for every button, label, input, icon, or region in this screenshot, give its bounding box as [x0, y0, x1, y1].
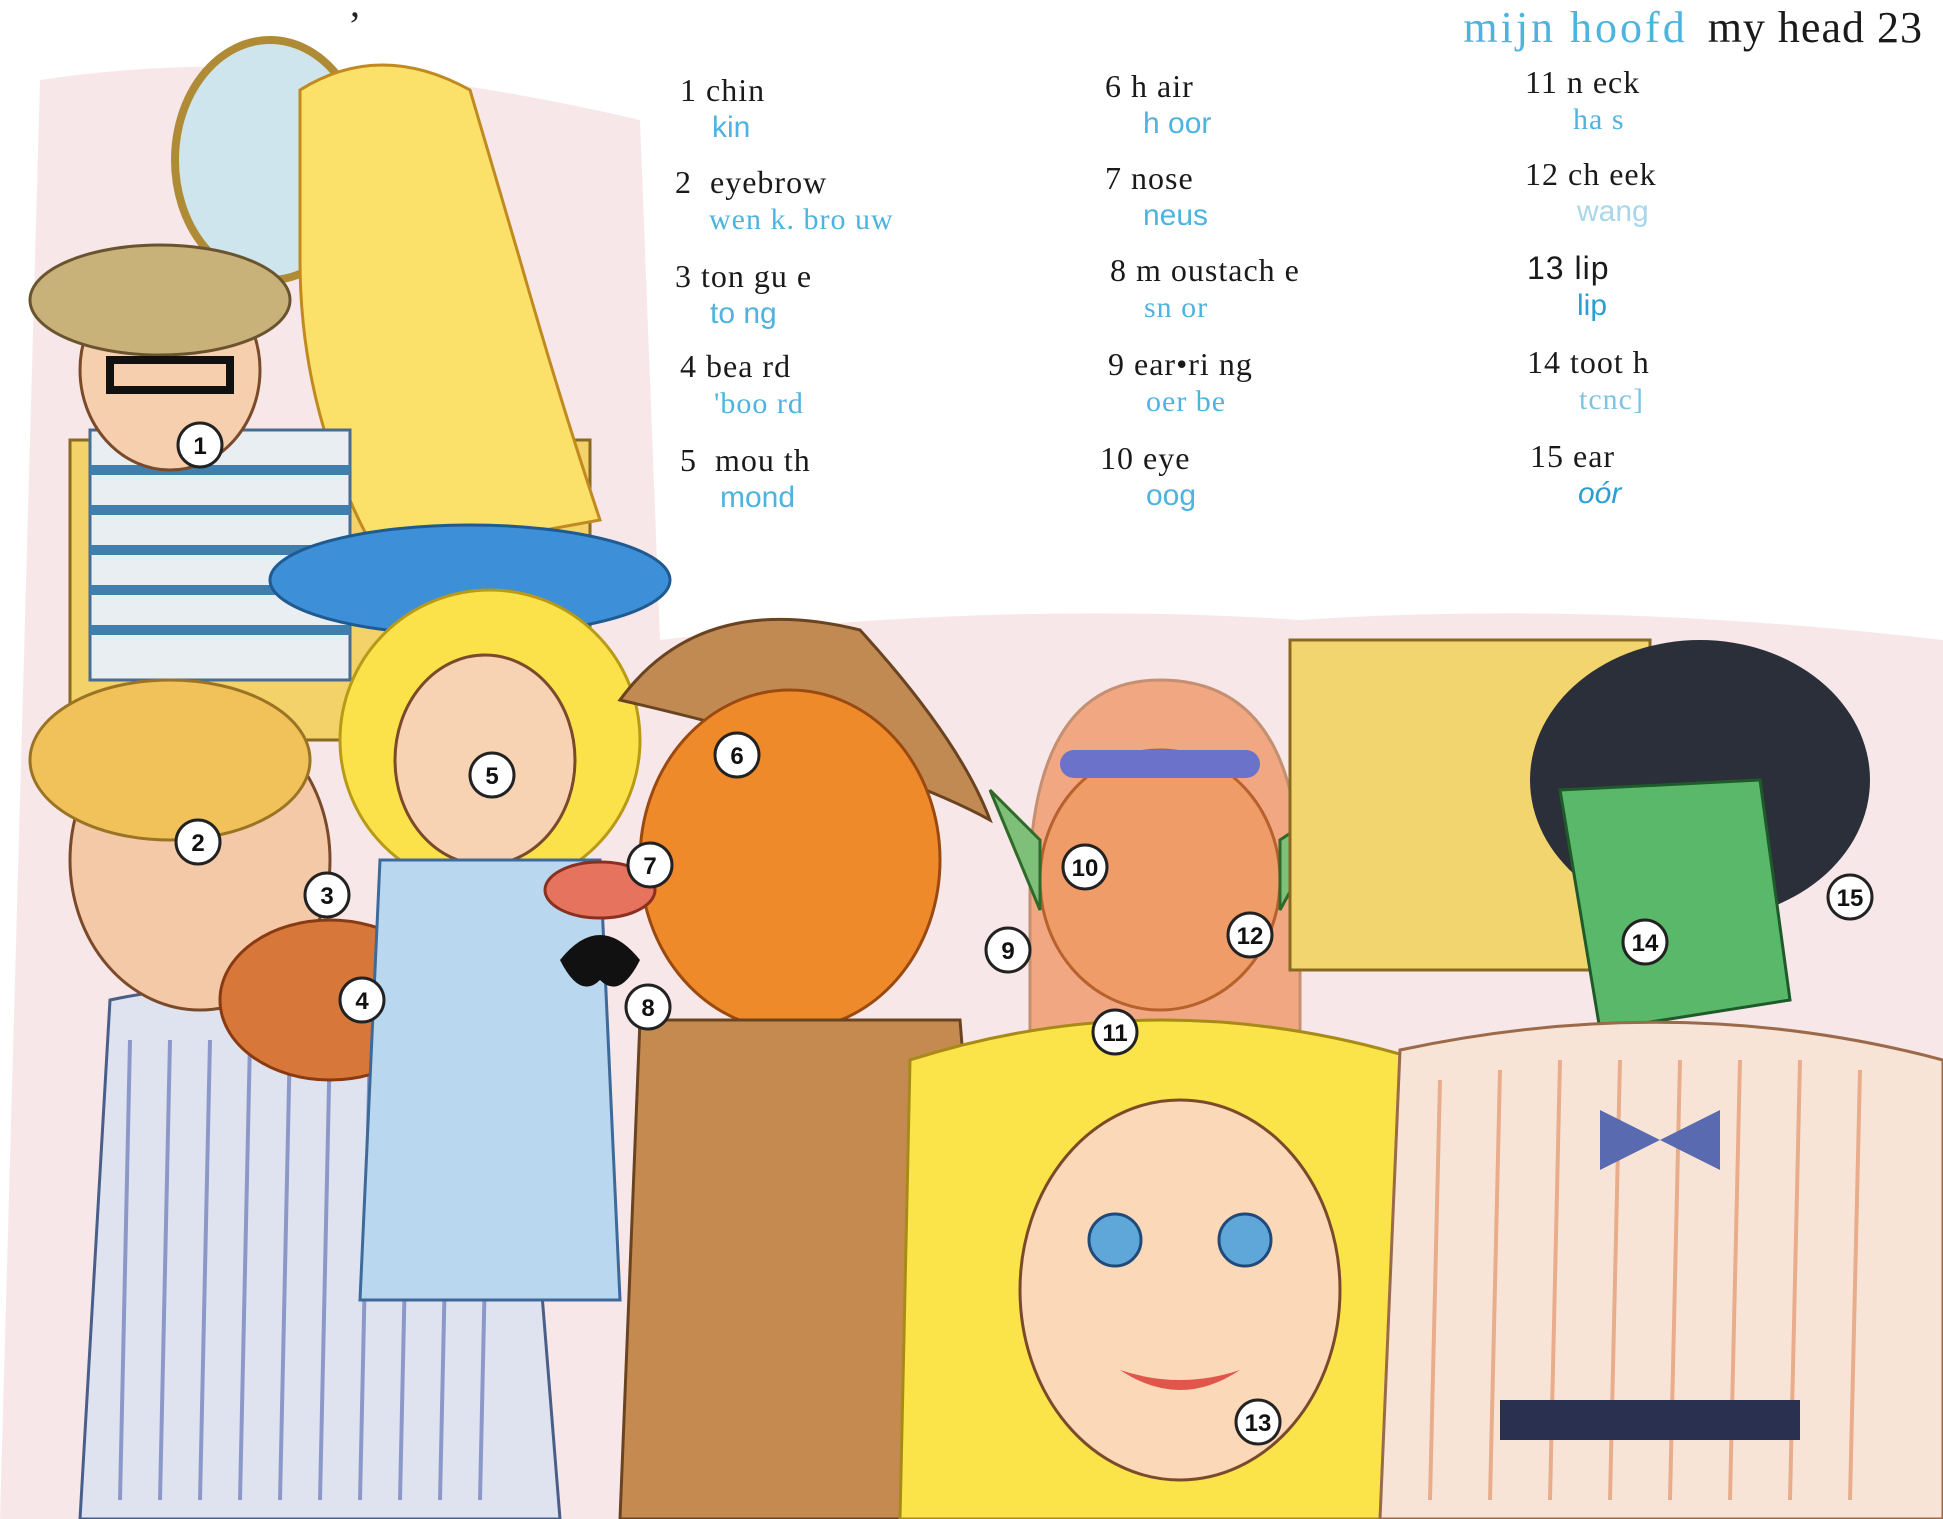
callout-6: [715, 733, 759, 777]
callout-3: [305, 873, 349, 917]
belt: [1500, 1400, 1800, 1440]
vocab-item-7: [1105, 160, 1208, 236]
svg-text:10: 10: [1071, 855, 1099, 882]
vocab-number: 10: [1100, 440, 1134, 476]
callout-11: [1093, 1010, 1137, 1054]
vocab-item-3: [675, 258, 812, 334]
vocab-number: 2: [675, 164, 692, 200]
svg-text:12: 12: [1236, 923, 1264, 950]
blue-dotted-dress: [360, 860, 620, 1300]
vocab-english: eyebrow: [710, 164, 828, 200]
svg-text:11: 11: [1102, 1020, 1128, 1047]
vocab-english: toot h: [1570, 344, 1650, 380]
mask-eye-right: [1219, 1214, 1271, 1266]
title-dutch: mijn hoofd: [1463, 3, 1688, 52]
vocab-english: nose: [1131, 160, 1194, 196]
red-hair: [640, 690, 940, 1030]
vocab-item-15: [1530, 438, 1621, 514]
vocab-number: 11: [1525, 64, 1558, 100]
vocab-item-14: [1527, 344, 1650, 420]
vocab-number: 12: [1525, 156, 1559, 192]
vocab-dutch: oer be: [1146, 385, 1227, 418]
vocab-english: ear: [1573, 438, 1616, 474]
vocab-number: 15: [1530, 438, 1564, 474]
svg-text:15: 15: [1836, 885, 1864, 912]
callout-10: [1063, 845, 1107, 889]
svg-text:6: 6: [730, 743, 744, 770]
svg-text:8: 8: [641, 995, 655, 1022]
vocab-dutch: mond: [720, 481, 796, 514]
vocab-english: n eck: [1566, 64, 1641, 100]
vocab-english: h air: [1131, 68, 1194, 104]
callout-15: [1828, 875, 1872, 919]
svg-text:13: 13: [1244, 1410, 1272, 1437]
svg-text:2: 2: [191, 830, 205, 857]
callout-4: [340, 978, 384, 1022]
callout-7: [628, 843, 672, 887]
svg-text:1: 1: [193, 433, 207, 460]
vocab-item-6: [1105, 68, 1211, 144]
vocab-dutch: oór: [1578, 477, 1622, 510]
vocab-item-12: [1525, 156, 1657, 232]
svg-text:3: 3: [320, 883, 334, 910]
vocab-english: ear•ri ng: [1134, 346, 1253, 382]
vocab-dutch: sn or: [1144, 291, 1209, 324]
vocab-english: ch eek: [1568, 156, 1657, 192]
callout-2: [176, 820, 220, 864]
callout-12: [1228, 913, 1272, 957]
vocab-english: lip: [1574, 250, 1610, 286]
vocab-dutch: lip: [1577, 289, 1608, 322]
title-english: my head: [1707, 3, 1865, 52]
svg-text:14: 14: [1631, 930, 1659, 957]
vocab-dutch: oog: [1146, 479, 1197, 512]
callout-9: [986, 928, 1030, 972]
vocab-english: chin: [706, 72, 766, 108]
svg-text:4: 4: [355, 988, 369, 1015]
vocab-dutch: ha s: [1573, 103, 1625, 136]
vocab-item-4: [680, 348, 804, 424]
vocab-number: 1: [680, 72, 697, 108]
svg-text:7: 7: [643, 853, 657, 880]
vocab-number: 5: [680, 442, 697, 478]
callout-1: [178, 423, 222, 467]
page-number: 23: [1877, 3, 1923, 52]
apostrophe-mark: ’: [348, 3, 362, 48]
headband: [1060, 750, 1260, 778]
vocab-item-11: [1525, 64, 1640, 140]
green-monster-mask: [1560, 780, 1790, 1030]
callout-13: [1236, 1400, 1280, 1444]
face-mask: [1020, 1100, 1340, 1480]
hair-bearded-man: [30, 680, 310, 840]
vocab-dutch: h oor: [1143, 107, 1212, 140]
vocab-english: mou th: [715, 442, 811, 478]
vocab-item-9: [1108, 346, 1253, 422]
vocab-dutch: neus: [1143, 199, 1209, 232]
vocab-item-1: [680, 72, 765, 148]
vocab-number: 4: [680, 348, 697, 384]
vocab-dutch: wang: [1577, 195, 1649, 228]
svg-text:9: 9: [1001, 938, 1015, 965]
vocab-number: 9: [1108, 346, 1125, 382]
vocab-item-10: [1100, 440, 1196, 516]
vocab-item-8: [1110, 252, 1300, 328]
svg-text:5: 5: [485, 763, 499, 790]
vocab-english: ton gu e: [701, 258, 813, 294]
vocab-number: 13: [1527, 250, 1565, 286]
vocab-dutch: 'boo rd: [714, 387, 804, 420]
vocab-dutch: tcnc]: [1579, 383, 1644, 416]
vocab-number: 7: [1105, 160, 1122, 196]
vocab-item-5: [680, 442, 811, 518]
vocab-number: 14: [1527, 344, 1561, 380]
callout-14: [1623, 920, 1667, 964]
callout-5: [470, 753, 514, 797]
vocab-number: 6: [1105, 68, 1122, 104]
mask-eye-left: [1089, 1214, 1141, 1266]
vocab-english: bea rd: [706, 348, 792, 384]
vocab-dutch: wen k. bro uw: [709, 203, 894, 236]
cap: [30, 245, 290, 355]
page-header: [1463, 2, 1923, 53]
vocab-number: 8: [1110, 252, 1127, 288]
callout-8: [626, 985, 670, 1029]
vocab-english: eye: [1143, 440, 1191, 476]
vocab-item-13: [1527, 250, 1610, 326]
vocab-number: 3: [675, 258, 692, 294]
vocab-dutch: to ng: [710, 297, 777, 330]
vocab-dutch: kin: [712, 111, 751, 144]
vocab-item-2: [675, 164, 894, 240]
vocab-english: m oustach e: [1136, 252, 1300, 288]
